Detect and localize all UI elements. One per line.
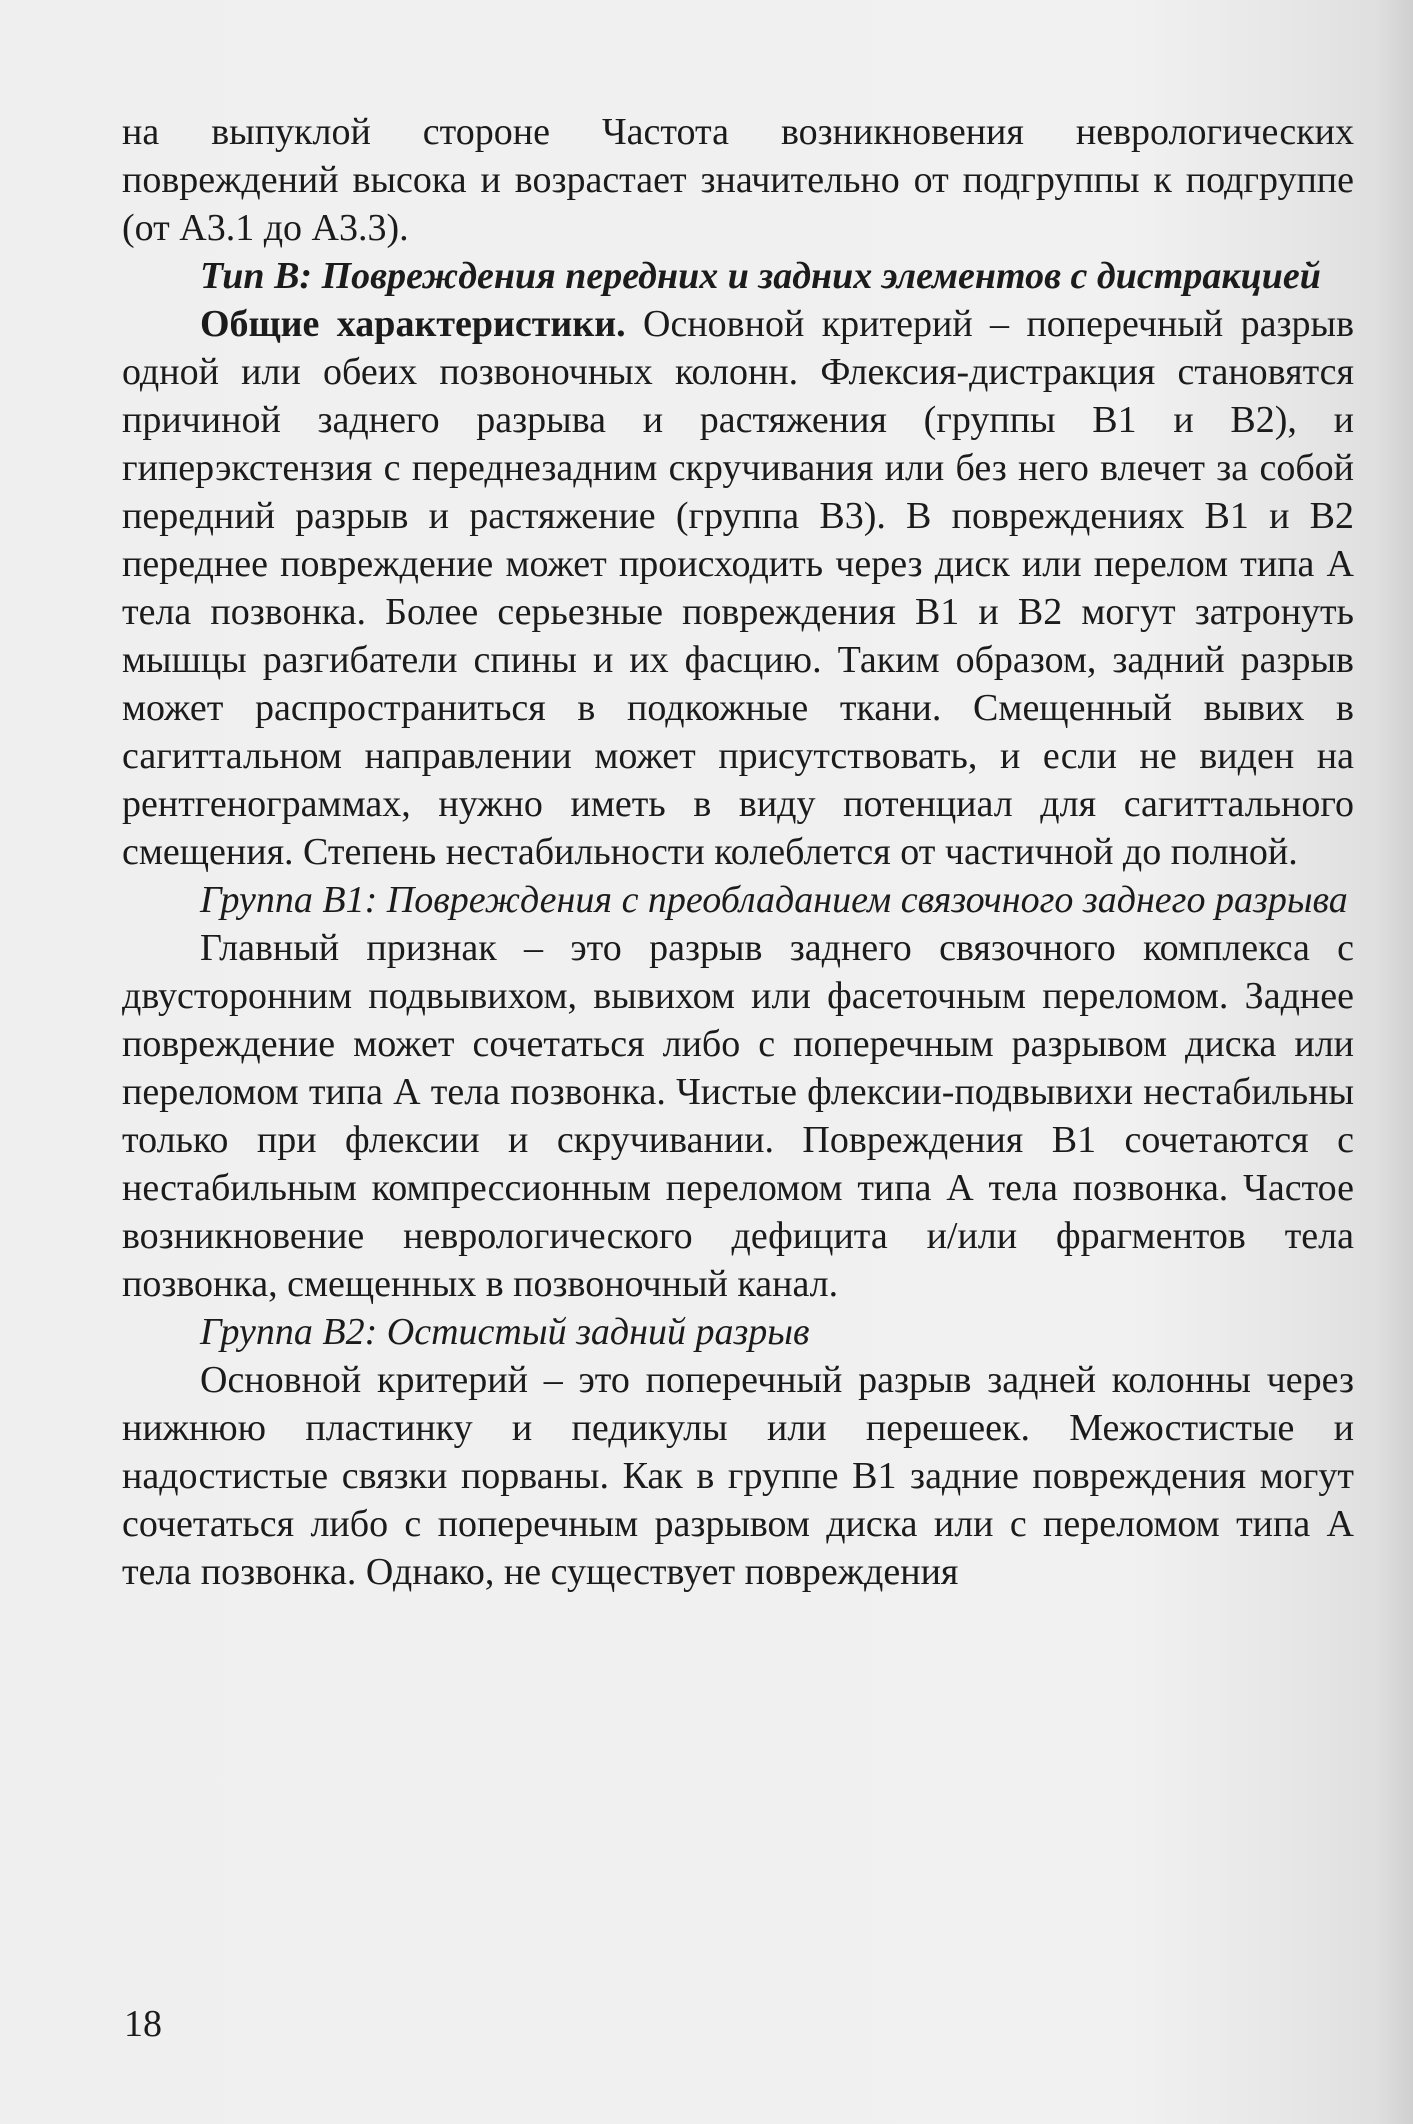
general-characteristics-text: Основной критерий – поперечный разрыв одной или обеих позвоночных колонн. Флексия-дистракция становятся причиной заднего разрыва и растяжения (группы В1 и В2), и гиперэкстензия с переднезадним скручивания или без него влечет за собой передний разрыв и растяжение (группа В3). В повреждениях В1 и В2 переднее повреждение может происходить через диск или перелом типа А тела позвонка. Более серьезные повреждения В1 и В2 могут затронуть мышцы разгибатели спины и их фасцию. Таким образом, задний разрыв может распространиться в подкожные ткани. Смещенный вывих в сагиттальном направлении может присутствовать, и если не виден на рентгенограммах, нужно иметь в виду потенциал для сагиттального смещения. Степень нестабильности колеблется от частичной до полной. — [122, 303, 1355, 873]
subheading-group-b2: Группа В2: Остистый задний разрыв — [200, 1311, 810, 1353]
paragraph-group-b2: Основной критерий – это поперечный разрыв задней колонны через нижнюю пластинку и педикулы или перешеек. Межостистые и надостистые связки порваны. Как в группе В1 задние повреждения могут сочетаться либо с поперечным разрывом диска или с переломом типа А тела позвонка. Однако, не существует повреждения — [122, 1359, 1354, 1593]
paragraph-continuation: на выпуклой стороне Частота возникновения неврологических повреждений высока и возрастает значительно от подгруппы к подгруппе (от А3.1 до А3.3). — [122, 111, 1354, 249]
general-characteristics-lead: Общие характеристики. — [200, 303, 626, 345]
paragraph-group-b1: Главный признак – это разрыв заднего связочного комплекса с двусторонним подвывихом, вывихом или фасеточным переломом. Заднее повреждение может сочетаться либо с поперечным разрывом диска или переломом типа А тела позвонка. Чистые флексии-подвывихи нестабильны только при флексии и скручивании. Повреждения В1 сочетаются с нестабильным компрессионным переломом типа А тела позвонка. Частое возникновение неврологического дефицита и/или фрагментов тела позвонка, смещенных в позвоночный канал. — [122, 927, 1354, 1305]
paragraph-general-characteristics — [122, 300, 1354, 876]
page-number: 18 — [124, 2003, 162, 2045]
section-heading-type-b: Тип В: Повреждения передних и задних элементов с дистракцией — [200, 255, 1321, 297]
page-edge-shadow — [1377, 0, 1413, 2124]
subheading-group-b1: Группа В1: Повреждения с преобладанием связочного заднего разрыва — [200, 879, 1348, 921]
page-text — [122, 108, 1354, 1596]
